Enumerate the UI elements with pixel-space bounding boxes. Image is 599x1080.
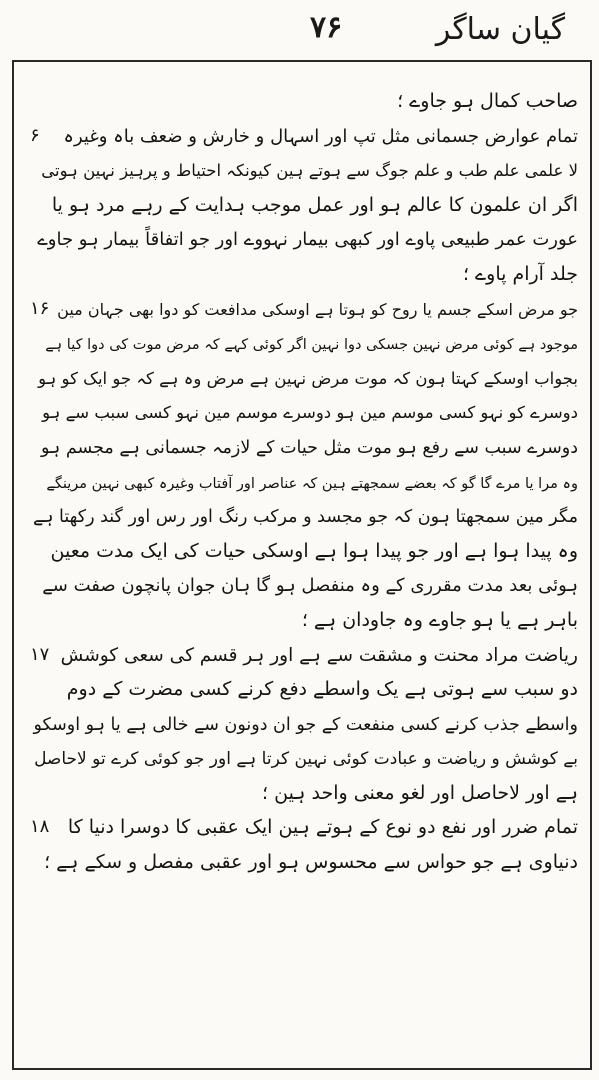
paragraph-number: ۱۸: [30, 816, 50, 838]
text-line: [30, 638, 578, 673]
text-line: [30, 810, 578, 845]
line-text: عورت عمر طبیعی پاوے اور کبھی بیمار نہووے اور جو اتفاقاً بیمار ہو جاوے: [37, 229, 578, 251]
text-line: [30, 395, 578, 430]
text-line: [30, 430, 578, 465]
text-line: [30, 465, 578, 500]
text-line: [30, 153, 578, 188]
paragraph-number: ۶: [30, 124, 40, 146]
line-text: دنیاوی ہے جو حواس سے محسوس ہو اور عقبی مفصل و سکے ہے ؛: [44, 851, 578, 874]
text-line: [30, 845, 578, 880]
line-text: واسطے جذب کرنے کسی منفعت کے جو ان دونون سے خالی ہے یا ہو اوسکو: [33, 714, 578, 735]
line-text: دو سبب سے ہوتی ہے یک واسطے دفع کرنے کسی مضرت کے دوم: [66, 678, 578, 701]
line-text: بے کوشش و ریاضت و عبادت کوئی نہین کرتا ہے اور جو کوئی کرے تو لاحاصل: [34, 749, 578, 770]
text-line: [30, 707, 578, 742]
line-text: جلد آرام پاوے ؛: [462, 262, 578, 285]
text-line: [30, 361, 578, 396]
line-text: ہوئی بعد مدت مقرری کے وہ منفصل ہو گا ہان جوان پانچون صفت سے: [42, 575, 578, 597]
text-line: [30, 292, 578, 327]
line-text: صاحب کمال ہو جاوے ؛: [397, 90, 578, 112]
line-text: وہ مرا یا مرے گا گو کہ بعضے سمجھتے ہین کہ عناصر اور آفتاب وغیرہ کبھی نہین مرینگے: [46, 475, 578, 492]
paragraph-number: ۱۷: [30, 643, 50, 665]
text-line: [30, 776, 578, 811]
text-line: [30, 222, 578, 257]
body-text: [30, 84, 578, 1054]
paragraph-number: ۱۶: [30, 297, 50, 319]
line-text: جو مرض اسکے جسم یا روح کو ہوتا ہے اوسکی مدافعت کو دوا بھی جہان مین: [57, 299, 578, 319]
page-number: ۷۶: [310, 10, 343, 45]
line-text: دوسرے کو نہو کسی موسم مین ہو دوسرے موسم مین نہو کسی سبب سے ہو: [42, 403, 578, 423]
line-text: دوسرے سبب سے رفع ہو موت مثل حیات کے لازمہ جسمانی ہے مجسم ہو: [40, 437, 578, 458]
line-text: ہے اور لاحاصل اور لغو معنی واحد ہین ؛: [262, 781, 578, 804]
line-text: موجود ہے کوئی مرض نہین جسکی دوا نہین اگر کوئی کہے کہ مرض موت کی دوا کیا ہے: [45, 337, 578, 354]
line-text: وہ پیدا ہوا ہے اور جو پیدا ہوا ہے اوسکی حیات کی ایک مدت معین: [50, 539, 578, 562]
line-text: ریاضت مراد محنت و مشقت سے ہے اور ہر قسم کی سعی کوشش: [60, 644, 578, 666]
text-line: [30, 84, 578, 119]
text-line: [30, 603, 578, 638]
line-text: باہر ہے یا ہو جاوے وہ جاودان ہے ؛: [301, 608, 578, 631]
text-line: [30, 568, 578, 603]
line-text: اگر ان علمون کا عالم ہو اور عمل موجب ہدایت کے رہے مرد ہو یا: [51, 193, 578, 216]
text-line: [30, 672, 578, 707]
line-text: تمام عوارض جسمانی مثل تپ اور اسہال و خارش و ضعف باہ وغیرہ: [63, 125, 578, 147]
text-line: [30, 499, 578, 534]
text-line: [30, 534, 578, 569]
text-line: [30, 326, 578, 361]
line-text: مگر مین سمجھتا ہون کہ جو مجسد و مرکب رنگ اور رس اور گند رکھتا ہے: [32, 507, 578, 528]
text-line: [30, 188, 578, 223]
text-line: [30, 741, 578, 776]
text-line: [30, 119, 578, 154]
line-text: بجواب اوسکے کہتا ہون کہ موت مرض نہین ہے مرض وہ ہے کہ جو ایک کو ہو: [38, 368, 578, 388]
text-line: [30, 257, 578, 292]
running-header-title: گیان ساگر: [435, 12, 565, 47]
line-text: تمام ضرر اور نفع دو نوع کے ہوتے ہین ایک عقبی کا دوسرا دنیا کا: [67, 816, 578, 839]
line-text: لا علمی علم طب و علم جوگ سے ہوتے ہین کیونکہ احتیاط و پرہیز نہین ہوتی: [41, 161, 578, 181]
